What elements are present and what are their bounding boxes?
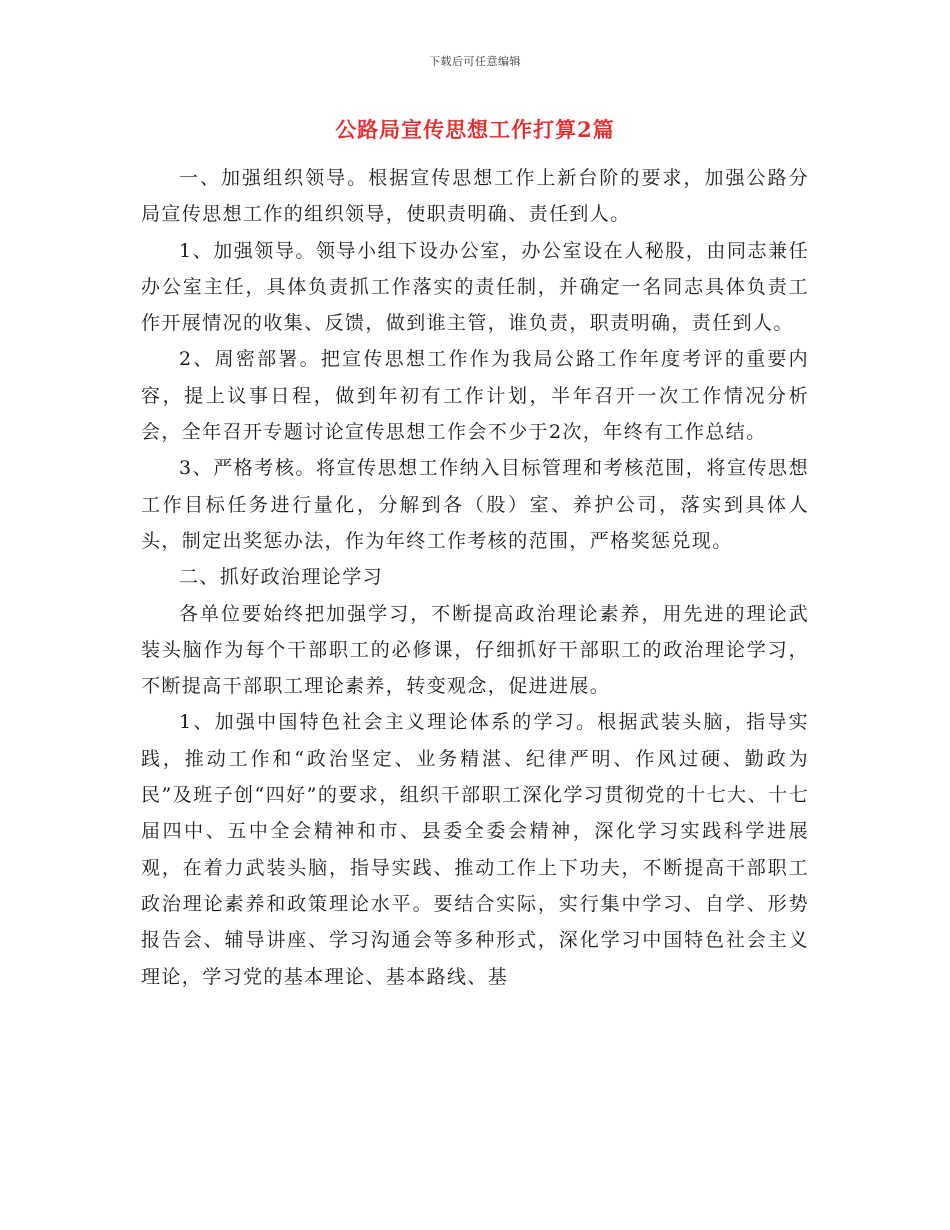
paragraph-section-1: 一、加强组织领导。根据宣传思想工作上新台阶的要求，加强公路分局宣传思想工作的组织领导，使职责明确、责任到人。 (141, 167, 809, 226)
paragraph-item-2-1: 1、加强中国特色社会主义理论体系的学习。根据武装头脑，指导实践，推动工作和“政治坚定、业务精湛、纪律严明、作风过硬、勤政为民”及班子创“四好”的要求，组织干部职工深化学习贯彻党的十七大、十七届四中、五中全会精神和市、县委全委会精神，深化学习实践科学进展观，在着力武装头脑，指导实践、推动工作上下功夫，不断提高干部职工政治理论素养和政策理论水平。要结合实际，实行集中学习、自学、形势报告会、辅导讲座、学习沟通会等多种形式，深化学习中国特色社会主义理论，学习党的基本理论、基本路线、基 (141, 711, 809, 988)
document-title: 公路局宣传思想工作打算2篇 (335, 117, 615, 142)
header-note: 下载后可任意编辑 (429, 55, 521, 68)
paragraph-item-1-1: 1、加强领导。领导小组下设办公室，办公室设在人秘股，由同志兼任办公室主任，具体负责抓工作落实的责任制，并确定一名同志具体负责工作开展情况的收集、反馈，做到谁主管，谁负责，职责明确，责任到人。 (141, 239, 809, 335)
document-body (141, 160, 809, 995)
paragraph-section-2-heading: 二、抓好政治理论学习 (179, 566, 384, 589)
paragraph-item-1-2: 2、周密部署。把宣传思想工作作为我局公路工作年度考评的重要内容，提上议事日程，做到年初有工作计划，半年召开一次工作情况分析会，全年召开专题讨论宣传思想工作会不少于2次，年终有工作总结。 (141, 348, 809, 444)
paragraph-item-1-3: 3、严格考核。将宣传思想工作纳入目标管理和考核范围，将宣传思想工作目标任务进行量化，分解到各（股）室、养护公司，落实到具体人头，制定出奖惩办法，作为年终工作考核的范围，严格奖惩兑现。 (141, 457, 809, 552)
paragraph-section-2-intro: 各单位要始终把加强学习，不断提高政治理论素养，用先进的理论武装头脑作为每个干部职工的必修课，仔细抓好干部职工的政治理论学习，不断提高干部职工理论素养，转变观念，促进进展。 (141, 602, 809, 698)
